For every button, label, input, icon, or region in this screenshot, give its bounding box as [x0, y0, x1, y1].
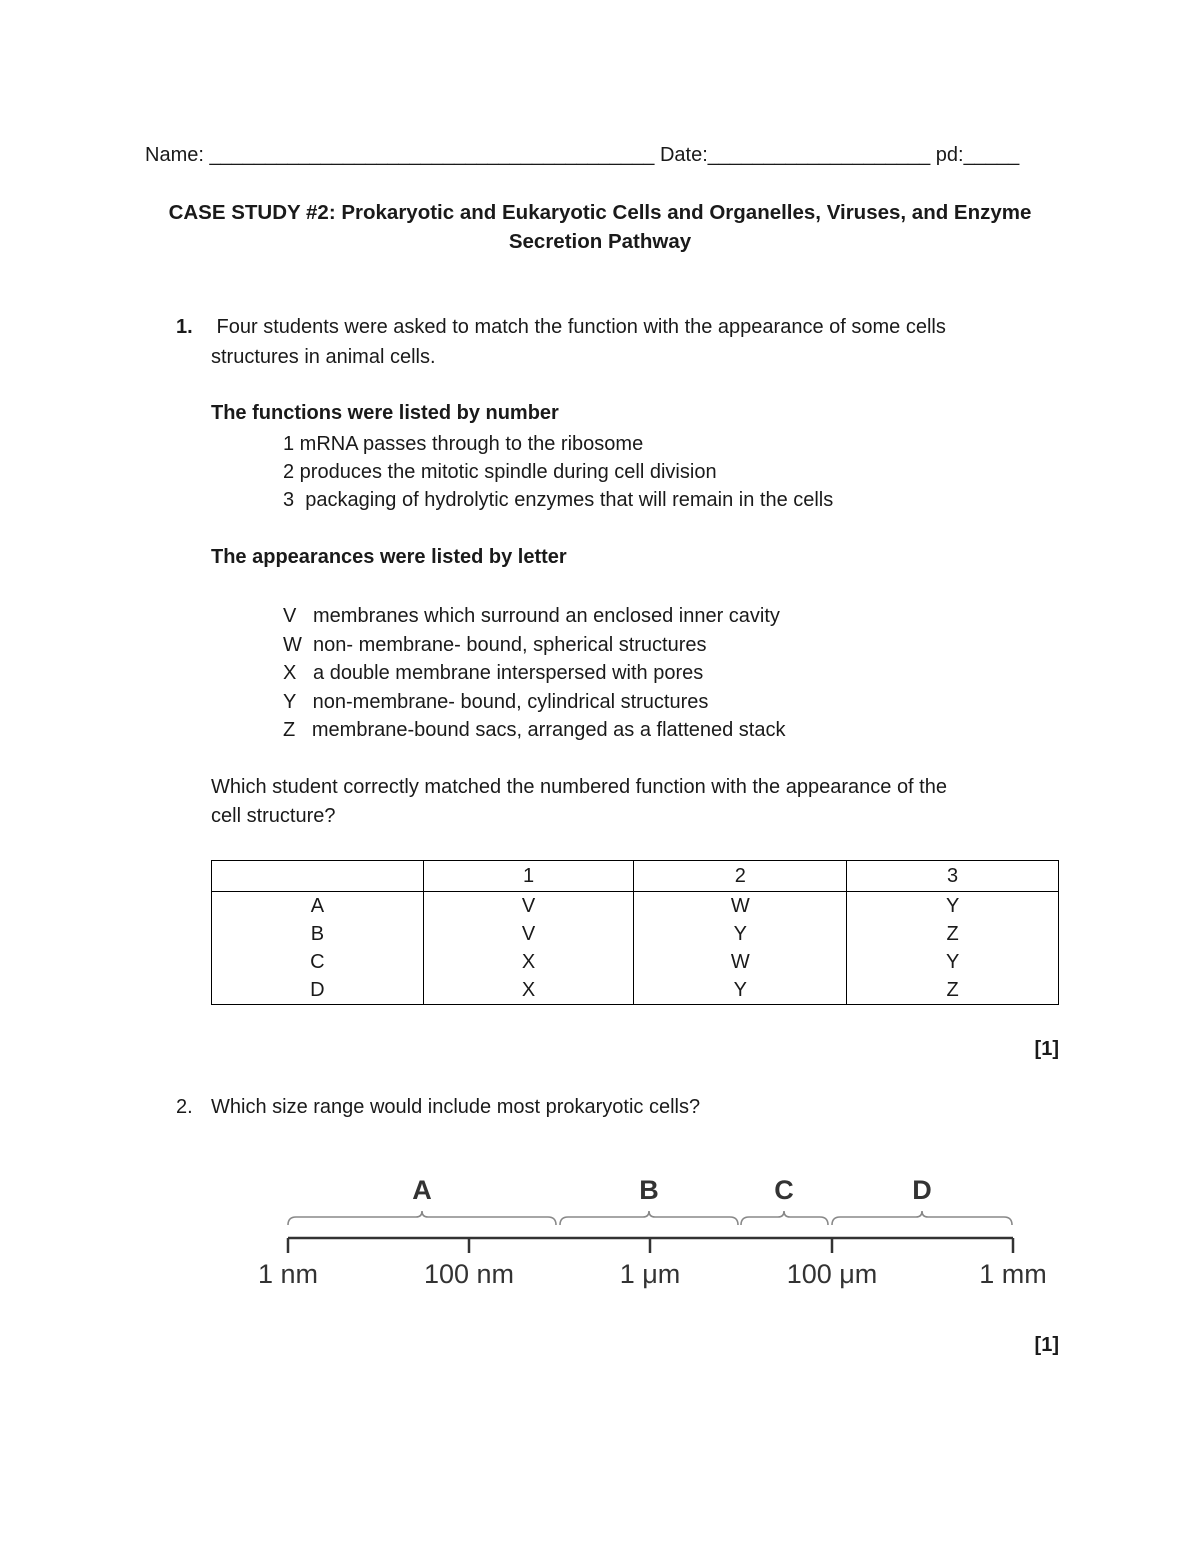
function-item: 2 produces the mitotic spindle during cell division: [283, 461, 717, 483]
q1-question-line2: cell structure?: [211, 805, 336, 827]
table-row: [212, 920, 1059, 948]
scale-label: 1 nm: [257, 1259, 319, 1289]
table-header-cell: 3: [847, 861, 1059, 892]
q1-question-line1: Which student correctly matched the numbered function with the appearance of the: [211, 776, 947, 798]
pd-blank[interactable]: _____: [963, 144, 1020, 166]
appearance-item: X a double membrane interspersed with pores: [283, 662, 704, 685]
table-cell: Y: [634, 920, 847, 948]
range-label-d: D: [912, 1175, 932, 1205]
table-cell: B: [212, 920, 424, 948]
table-header-row: [212, 861, 1059, 892]
header-line: [145, 144, 1019, 167]
range-label-c: C: [774, 1175, 794, 1205]
table-row: [212, 948, 1059, 976]
range-label-b: B: [639, 1175, 659, 1205]
table-header-cell: 2: [634, 861, 847, 892]
functions-list: [283, 430, 833, 514]
answer-table: [211, 860, 1059, 1005]
q1-text-line1: Four students were asked to match the function with the appearance of some cells: [211, 316, 946, 338]
appearances-heading: The appearances were listed by letter: [211, 546, 567, 568]
function-item: 1 mRNA passes through to the ribosome: [283, 433, 644, 455]
function-item: 3 packaging of hydrolytic enzymes that will remain in the cells: [283, 489, 834, 511]
size-scale-diagram: [240, 1165, 1070, 1295]
table-cell: V: [423, 920, 634, 948]
date-label: Date:: [659, 144, 708, 166]
page-title-line2: Secretion Pathway: [508, 230, 692, 253]
table-cell: Z: [847, 976, 1059, 1005]
appearances-list: [283, 602, 786, 745]
page-title-line1: CASE STUDY #2: Prokaryotic and Eukaryotic Cells and Organelles, Viruses, and Enzyme: [168, 201, 1032, 224]
appearance-item: Y non-membrane- bound, cylindrical structures: [283, 690, 709, 713]
table-cell: D: [212, 976, 424, 1005]
appearance-item: W non- membrane- bound, spherical structures: [283, 633, 707, 656]
table-cell: X: [423, 976, 634, 1005]
table-cell: Y: [847, 892, 1059, 921]
q1-text-line2: structures in animal cells.: [211, 346, 436, 368]
table-cell: W: [634, 948, 847, 976]
range-brace-d: [832, 1211, 1012, 1225]
scale-label: 1 μm: [619, 1259, 681, 1289]
appearance-item: Z membrane-bound sacs, arranged as a flattened stack: [283, 719, 786, 742]
q1-mark: [1]: [1034, 1038, 1059, 1060]
name-label: Name:: [145, 144, 204, 166]
table-cell: W: [634, 892, 847, 921]
table-header-cell: [212, 861, 424, 892]
date-blank[interactable]: ____________________: [707, 144, 931, 166]
q1-number: 1.: [176, 316, 193, 338]
q2-number: 2.: [176, 1096, 193, 1118]
range-brace-b: [560, 1211, 738, 1225]
scale-label: 100 μm: [786, 1259, 878, 1289]
q2-mark: [1]: [1034, 1334, 1059, 1356]
name-blank[interactable]: ________________________________________: [209, 144, 655, 166]
range-brace-a: [288, 1211, 556, 1225]
table-cell: V: [423, 892, 634, 921]
table-cell: Y: [847, 948, 1059, 976]
scale-label: 1 mm: [979, 1259, 1047, 1289]
table-row: [212, 892, 1059, 921]
q2-text: Which size range would include most prokaryotic cells?: [211, 1096, 701, 1118]
scale-label: 100 nm: [423, 1259, 515, 1289]
table-cell: X: [423, 948, 634, 976]
table-cell: Y: [634, 976, 847, 1005]
range-label-a: A: [412, 1175, 432, 1205]
table-row: [212, 976, 1059, 1005]
pd-label: pd:: [935, 144, 964, 166]
table-cell: C: [212, 948, 424, 976]
table-cell: A: [212, 892, 424, 921]
table-cell: Z: [847, 920, 1059, 948]
table-header-cell: 1: [423, 861, 634, 892]
range-brace-c: [741, 1211, 828, 1225]
functions-heading: The functions were listed by number: [211, 402, 559, 424]
appearance-item: V membranes which surround an enclosed inner cavity: [283, 605, 780, 627]
